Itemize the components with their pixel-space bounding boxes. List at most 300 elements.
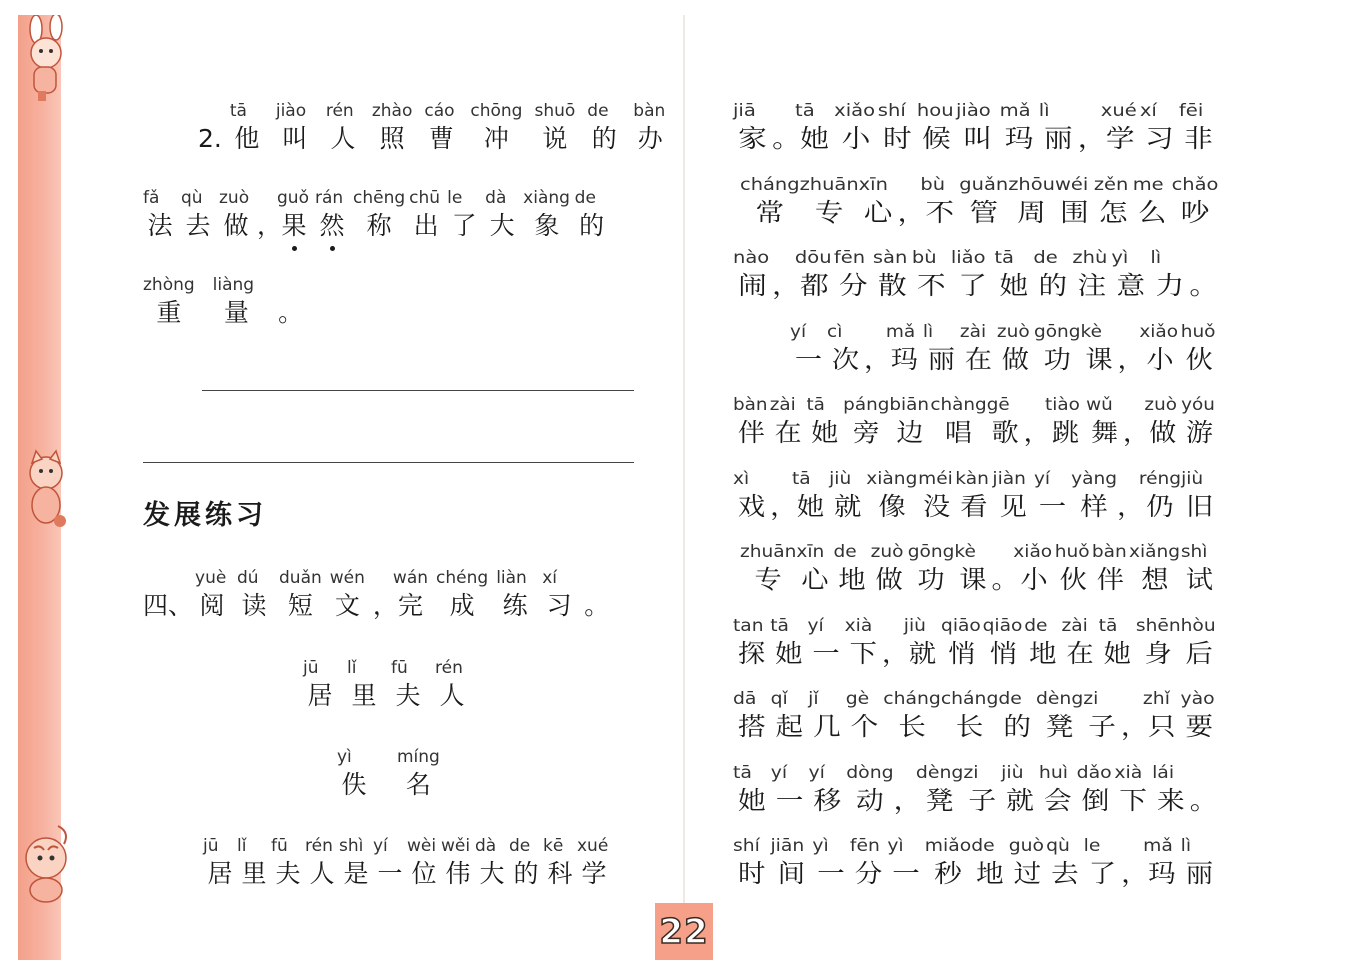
pinyin: shì bbox=[339, 836, 364, 856]
hanzi: 的 bbox=[1003, 712, 1031, 741]
ruby-char bbox=[859, 174, 898, 230]
ruby-char bbox=[372, 100, 413, 156]
hanzi: 习 bbox=[546, 591, 572, 620]
punctuation bbox=[893, 762, 922, 818]
pinyin: me bbox=[1132, 174, 1164, 195]
q4-line bbox=[143, 567, 610, 623]
ruby-char bbox=[337, 746, 371, 802]
q2-line-2 bbox=[143, 187, 613, 243]
hanzi: 玛 bbox=[1004, 124, 1034, 153]
pinyin: zài bbox=[1061, 615, 1088, 636]
pinyin: rén bbox=[435, 658, 463, 678]
hanzi: 移 bbox=[813, 785, 842, 815]
hanzi: 悄 bbox=[989, 638, 1018, 668]
punctuation bbox=[771, 247, 801, 303]
answer-line-2[interactable] bbox=[143, 462, 634, 463]
ruby-char bbox=[930, 394, 986, 450]
punctuation-mark: 。 bbox=[584, 591, 610, 620]
hanzi: 成 bbox=[449, 591, 475, 620]
pinyin: yì bbox=[337, 747, 352, 767]
hanzi: 她 bbox=[796, 491, 825, 521]
hanzi: 玛 bbox=[890, 344, 918, 374]
punctuation-mark: 。 bbox=[772, 124, 801, 153]
pinyin: gē bbox=[986, 395, 1010, 415]
ruby-char bbox=[1181, 321, 1218, 377]
pinyin: rén bbox=[325, 101, 354, 121]
hanzi: 功 bbox=[1043, 344, 1071, 374]
tiger-mascot-icon bbox=[14, 818, 80, 908]
hanzi: 么 bbox=[1137, 197, 1167, 227]
pinyin: fū bbox=[391, 658, 408, 678]
hanzi: 曹 bbox=[428, 124, 454, 153]
ruby-char bbox=[347, 657, 381, 713]
hanzi: 课 bbox=[1085, 344, 1113, 374]
hanzi: 果 bbox=[277, 209, 311, 243]
ruby-char bbox=[1099, 615, 1136, 671]
hanzi: 边 bbox=[896, 418, 924, 447]
ruby-char bbox=[1061, 615, 1098, 671]
ruby-char bbox=[435, 657, 469, 713]
hanzi: 一 bbox=[377, 859, 403, 888]
story-line bbox=[790, 321, 1216, 377]
ruby-char bbox=[1077, 762, 1115, 818]
pinyin: kè bbox=[1080, 321, 1102, 342]
pinyin: tā bbox=[994, 248, 1015, 268]
pinyin: xiǎo bbox=[834, 101, 876, 121]
ruby-char bbox=[303, 657, 337, 713]
ruby-char bbox=[771, 762, 809, 818]
hanzi: 凳 bbox=[925, 785, 954, 815]
ruby-char bbox=[846, 762, 893, 818]
pinyin: jǐ bbox=[808, 689, 819, 709]
ruby-char bbox=[997, 321, 1034, 377]
ruby-char bbox=[1180, 688, 1218, 744]
ruby-char bbox=[827, 321, 864, 377]
hanzi: 不 bbox=[925, 197, 955, 227]
hanzi: 办 bbox=[637, 124, 663, 153]
story-line bbox=[733, 688, 1215, 744]
hanzi: 长 bbox=[955, 712, 984, 741]
hanzi: 没 bbox=[923, 491, 951, 521]
pinyin: dǎo bbox=[1076, 762, 1112, 783]
pinyin: lǐ bbox=[237, 836, 247, 856]
pinyin: cháng bbox=[740, 174, 800, 195]
pinyin: qǐ bbox=[770, 689, 788, 709]
ruby-char bbox=[1086, 394, 1123, 450]
hanzi: 凳 bbox=[1045, 712, 1074, 741]
pinyin: yào bbox=[1180, 689, 1215, 709]
pinyin: tiào bbox=[1045, 395, 1080, 415]
hanzi: 悄 bbox=[948, 638, 976, 668]
ruby-char bbox=[1033, 247, 1072, 303]
pinyin: yí bbox=[807, 615, 824, 636]
ruby-char bbox=[843, 394, 889, 450]
hanzi: 歌 bbox=[991, 418, 1019, 447]
punctuation bbox=[881, 615, 910, 671]
hanzi: 做 bbox=[1001, 344, 1030, 374]
ruby-char bbox=[959, 174, 1008, 230]
ruby-char bbox=[941, 615, 983, 671]
ruby-char bbox=[496, 567, 534, 623]
hanzi: 都 bbox=[800, 271, 829, 300]
pinyin: jiān bbox=[770, 836, 805, 856]
pinyin: xiǎo bbox=[1139, 321, 1179, 342]
punctuation bbox=[1117, 321, 1145, 377]
hanzi: 倒 bbox=[1081, 785, 1110, 815]
pinyin: de bbox=[1033, 248, 1058, 268]
pinyin: zhòng bbox=[143, 275, 195, 295]
answer-line-1[interactable] bbox=[202, 390, 634, 391]
page-gutter bbox=[683, 15, 685, 960]
hanzi: 人 bbox=[330, 124, 356, 153]
ruby-char bbox=[908, 541, 955, 597]
hanzi: 科 bbox=[547, 859, 573, 888]
hanzi: 候 bbox=[922, 124, 951, 153]
pinyin: cháng bbox=[940, 689, 999, 709]
pinyin: xiǎng bbox=[1128, 542, 1181, 562]
pinyin: bàn bbox=[1091, 542, 1127, 562]
pinyin: mǎ bbox=[999, 101, 1031, 121]
pinyin: xīn bbox=[796, 542, 825, 562]
hanzi: 的 bbox=[513, 859, 539, 888]
ruby-char bbox=[1024, 615, 1061, 671]
punctuation-mark: ， bbox=[1121, 859, 1149, 888]
punctuation-mark: 。 bbox=[278, 298, 304, 327]
hanzi: 丽 bbox=[927, 344, 955, 374]
punctuation-mark: ， bbox=[372, 591, 398, 620]
punctuation bbox=[1189, 762, 1218, 818]
pinyin: lì bbox=[1150, 248, 1162, 268]
pinyin: hòu bbox=[1180, 615, 1216, 636]
ruby-char bbox=[1181, 394, 1218, 450]
hanzi: 搭 bbox=[737, 712, 766, 741]
pinyin: duǎn bbox=[279, 568, 322, 588]
ruby-char bbox=[339, 835, 373, 891]
hanzi: 散 bbox=[878, 271, 907, 300]
hanzi: 一 bbox=[812, 638, 840, 668]
pinyin: le bbox=[447, 188, 463, 208]
ruby-char bbox=[873, 247, 912, 303]
ruby-char bbox=[523, 187, 571, 243]
ruby-char bbox=[920, 174, 959, 230]
story-title bbox=[303, 657, 479, 713]
hanzi: 夫 bbox=[275, 859, 301, 888]
pinyin: wán bbox=[392, 568, 429, 588]
ruby-char bbox=[733, 247, 772, 303]
pinyin: dèng bbox=[915, 762, 964, 783]
ruby-char bbox=[587, 100, 621, 156]
ruby-char bbox=[436, 567, 488, 623]
hanzi: 她 bbox=[800, 124, 829, 153]
story-line bbox=[733, 247, 1219, 303]
punctuation bbox=[257, 187, 283, 243]
hanzi: 常 bbox=[755, 197, 785, 227]
pinyin: lǐ bbox=[347, 658, 357, 678]
hanzi: 个 bbox=[850, 712, 879, 741]
story-line bbox=[740, 174, 1219, 230]
punctuation bbox=[1189, 247, 1219, 303]
pinyin: hou bbox=[916, 101, 954, 121]
hanzi: 一 bbox=[775, 785, 804, 815]
hanzi: 分 bbox=[854, 859, 883, 888]
ruby-char bbox=[886, 321, 923, 377]
pinyin: qiāo bbox=[982, 615, 1023, 636]
ruby-char bbox=[1181, 835, 1218, 891]
pinyin: lái bbox=[1152, 762, 1175, 783]
pinyin: wǔ bbox=[1086, 395, 1113, 415]
hanzi: 完 bbox=[397, 591, 423, 620]
hanzi: 伟 bbox=[445, 859, 471, 888]
ruby-char bbox=[271, 835, 305, 891]
hanzi: 地 bbox=[838, 565, 866, 594]
pinyin: bù bbox=[911, 248, 937, 268]
ruby-char bbox=[740, 174, 800, 230]
punctuation-mark: ， bbox=[1122, 418, 1150, 447]
pinyin: chōng bbox=[470, 101, 523, 121]
ruby-char bbox=[475, 835, 509, 891]
pinyin: xīn bbox=[858, 174, 888, 195]
pinyin: zài bbox=[959, 321, 987, 342]
pinyin: dà bbox=[475, 836, 497, 856]
pinyin: chéng bbox=[436, 568, 489, 588]
pinyin: wěi bbox=[441, 836, 471, 856]
punctuation bbox=[1120, 688, 1149, 744]
ruby-char bbox=[305, 835, 339, 891]
ruby-char bbox=[956, 100, 1000, 156]
ruby-char bbox=[213, 274, 261, 330]
hanzi: 里 bbox=[241, 859, 267, 888]
ruby-char bbox=[808, 688, 846, 744]
ruby-char bbox=[833, 541, 870, 597]
hanzi: 法 bbox=[147, 211, 173, 240]
ruby-char bbox=[276, 100, 314, 156]
story-line bbox=[733, 615, 1216, 671]
ruby-char bbox=[846, 688, 884, 744]
hanzi: 叫 bbox=[282, 124, 308, 153]
hanzi: 里 bbox=[351, 681, 377, 710]
punctuation bbox=[1121, 835, 1149, 891]
ruby-char bbox=[534, 100, 575, 156]
hanzi: 是 bbox=[343, 859, 369, 888]
pinyin: lì bbox=[1038, 101, 1050, 121]
hanzi: 在 bbox=[1066, 638, 1094, 668]
hanzi: 做 bbox=[875, 565, 903, 594]
pinyin: kē bbox=[543, 836, 564, 856]
hanzi: 丽 bbox=[1185, 859, 1214, 888]
ruby-char bbox=[887, 835, 924, 891]
pinyin: yí bbox=[790, 321, 807, 342]
ruby-char bbox=[1143, 835, 1180, 891]
pinyin: fǎ bbox=[143, 188, 160, 208]
hanzi: 去 bbox=[185, 211, 211, 240]
ruby-char bbox=[918, 468, 955, 524]
cat-mascot-icon bbox=[14, 445, 80, 535]
pinyin: zhào bbox=[371, 101, 413, 121]
pinyin: zài bbox=[769, 395, 796, 415]
hanzi: 人 bbox=[439, 681, 465, 710]
pinyin: kè bbox=[954, 542, 976, 562]
pinyin: méi bbox=[918, 468, 953, 489]
hanzi: 叫 bbox=[963, 124, 993, 153]
punctuation bbox=[1117, 468, 1145, 524]
ruby-char bbox=[1081, 321, 1118, 377]
ruby-char bbox=[1045, 394, 1086, 450]
ruby-char bbox=[1034, 468, 1071, 524]
hanzi: 秒 bbox=[934, 859, 962, 888]
hanzi: 就 bbox=[1006, 785, 1034, 815]
ruby-char bbox=[955, 468, 992, 524]
ruby-char bbox=[1094, 174, 1133, 230]
hanzi: 长 bbox=[898, 712, 926, 741]
story-line bbox=[733, 762, 1218, 818]
hanzi: 旁 bbox=[852, 418, 880, 447]
ruby-char bbox=[1072, 247, 1111, 303]
hanzi: 伙 bbox=[1185, 344, 1213, 374]
hanzi: 小 bbox=[841, 124, 871, 153]
hanzi: 注 bbox=[1077, 271, 1107, 300]
pinyin: liàng bbox=[212, 275, 255, 295]
pinyin: qù bbox=[1046, 836, 1070, 856]
punctuation-mark: ， bbox=[1117, 491, 1145, 521]
pinyin: páng bbox=[843, 395, 890, 415]
story-author bbox=[337, 746, 466, 802]
ruby-char bbox=[391, 657, 425, 713]
punctuation-mark: ， bbox=[1077, 124, 1107, 153]
ruby-char bbox=[951, 247, 995, 303]
pinyin: jiù bbox=[903, 615, 926, 636]
pinyin: wèi bbox=[407, 836, 437, 856]
ruby-char bbox=[219, 187, 253, 243]
pinyin: yì bbox=[1111, 248, 1129, 268]
punctuation-mark: ， bbox=[1023, 418, 1051, 447]
hanzi: 伴 bbox=[737, 418, 765, 447]
punctuation-mark: ， bbox=[1117, 344, 1145, 374]
hanzi: 冲 bbox=[483, 124, 509, 153]
ruby-char bbox=[1152, 762, 1190, 818]
pinyin: yí bbox=[373, 836, 388, 856]
pinyin: de bbox=[587, 101, 609, 121]
pinyin: shuō bbox=[534, 101, 576, 121]
pinyin: jiàn bbox=[992, 468, 1026, 489]
hanzi: 看 bbox=[960, 491, 988, 521]
ruby-char bbox=[941, 688, 999, 744]
pinyin: zi bbox=[963, 762, 979, 783]
hanzi: 居 bbox=[307, 681, 333, 710]
hanzi: 下 bbox=[1119, 785, 1148, 815]
pinyin: mǎ bbox=[1143, 836, 1173, 856]
ruby-char bbox=[994, 247, 1033, 303]
ruby-char bbox=[1143, 688, 1181, 744]
punctuation-mark: ， bbox=[770, 491, 798, 521]
ruby-char bbox=[733, 468, 770, 524]
ruby-char bbox=[834, 247, 873, 303]
pinyin: fēn bbox=[833, 248, 866, 268]
hanzi: 名 bbox=[405, 770, 431, 799]
pinyin: mǎ bbox=[885, 321, 916, 342]
hanzi: 她 bbox=[999, 271, 1029, 300]
pinyin: bàn bbox=[733, 395, 768, 415]
pinyin: guǎn bbox=[959, 174, 1009, 195]
hanzi: 唱 bbox=[945, 418, 973, 447]
hanzi: 她 bbox=[737, 785, 766, 815]
hanzi: 夫 bbox=[395, 681, 421, 710]
ruby-char bbox=[397, 746, 440, 802]
pinyin: chēng bbox=[353, 188, 406, 208]
hanzi: 短 bbox=[287, 591, 313, 620]
ruby-char bbox=[509, 835, 543, 891]
punctuation-mark: ， bbox=[864, 344, 892, 374]
hanzi: 大 bbox=[479, 859, 505, 888]
hanzi: 在 bbox=[774, 418, 802, 447]
pinyin: jū bbox=[203, 836, 219, 856]
pinyin: liàn bbox=[496, 568, 527, 588]
pinyin: gè bbox=[845, 689, 870, 709]
ruby-char bbox=[871, 541, 908, 597]
ruby-char bbox=[845, 615, 882, 671]
pinyin: zi bbox=[1083, 689, 1099, 709]
pinyin: yì bbox=[812, 836, 829, 856]
hanzi: 子 bbox=[968, 785, 997, 815]
hanzi: 围 bbox=[1060, 197, 1089, 227]
pinyin: biān bbox=[889, 395, 930, 415]
page-number: 22 bbox=[659, 911, 709, 952]
ruby-char bbox=[409, 187, 443, 243]
ruby-char bbox=[1136, 615, 1181, 671]
hanzi: 学 bbox=[1105, 124, 1135, 153]
ruby-char bbox=[1101, 100, 1140, 156]
hanzi: 非 bbox=[1184, 124, 1213, 153]
punctuation bbox=[991, 541, 1019, 597]
hanzi: 称 bbox=[366, 211, 392, 240]
pinyin: cháng bbox=[883, 689, 941, 709]
hanzi: 探 bbox=[737, 638, 766, 668]
pinyin: xiàng bbox=[866, 468, 918, 489]
hanzi: 文 bbox=[334, 591, 360, 620]
pinyin: dòng bbox=[846, 762, 894, 783]
ruby-char bbox=[923, 321, 960, 377]
pinyin: dà bbox=[485, 188, 507, 208]
hanzi: 怎 bbox=[1098, 197, 1128, 227]
hanzi: 仍 bbox=[1146, 491, 1174, 521]
ruby-char bbox=[393, 567, 428, 623]
ruby-char bbox=[195, 567, 229, 623]
hanzi: 大 bbox=[489, 211, 515, 240]
hanzi: 力 bbox=[1155, 271, 1185, 300]
ruby-char bbox=[1039, 762, 1077, 818]
ruby-char bbox=[790, 321, 827, 377]
hanzi: 试 bbox=[1185, 565, 1214, 594]
ruby-char bbox=[917, 100, 956, 156]
pinyin: dā bbox=[733, 689, 757, 709]
pinyin: lì bbox=[1180, 836, 1192, 856]
ruby-char bbox=[971, 835, 1008, 891]
pinyin: tā bbox=[1098, 615, 1118, 636]
hanzi: 一 bbox=[1038, 491, 1067, 521]
ruby-char bbox=[998, 688, 1036, 744]
punctuation bbox=[1077, 100, 1107, 156]
punctuation-mark: 。 bbox=[1189, 785, 1218, 815]
pinyin: fū bbox=[271, 836, 288, 856]
pinyin: de bbox=[509, 836, 531, 856]
hanzi: 做 bbox=[1149, 418, 1177, 447]
pinyin: wéi bbox=[1054, 174, 1089, 195]
hanzi: 功 bbox=[917, 565, 945, 594]
hanzi: 位 bbox=[411, 859, 437, 888]
ruby-char bbox=[1009, 835, 1046, 891]
hanzi: 后 bbox=[1185, 638, 1213, 668]
pinyin: guò bbox=[1008, 836, 1044, 856]
hanzi: 跳 bbox=[1052, 418, 1080, 447]
